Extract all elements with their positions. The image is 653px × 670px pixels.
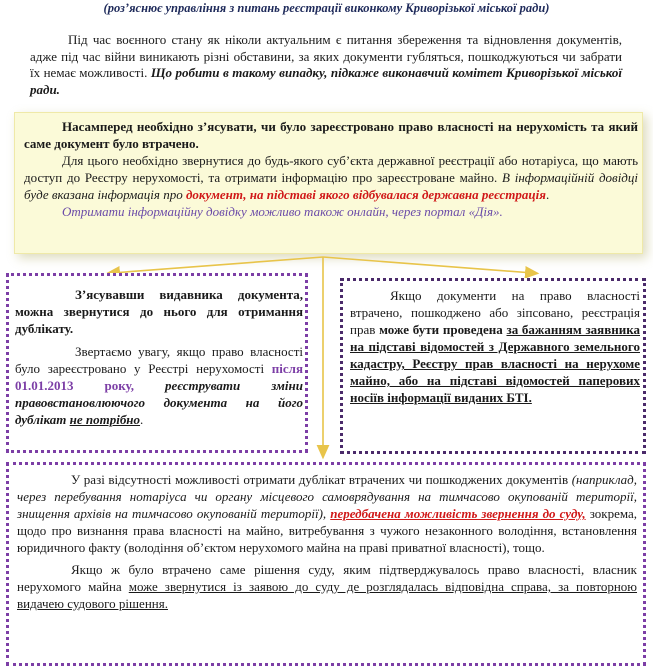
court-p1-a: У разі відсутності можливості отримати дублікат втрачених чи пошкоджених документів (71, 472, 569, 487)
duplicate-note-underline: не потрібно (69, 412, 141, 427)
highlight-p2-italic: В інформаційній довідці буде вказана інформація про (24, 170, 638, 202)
highlight-p2-text: Для цього необхідно звернутися до будь-якого суб’єкта державної реєстрації або нотаріуса, що мають доступ до Реєстру нерухомості, та отримати інформацію про зареєстроване майно. (24, 153, 638, 185)
registration-text (350, 287, 640, 406)
registration-text-bold: може бути проведена (379, 322, 503, 337)
duplicate-box (6, 273, 308, 453)
duplicate-note-italic: реєструвати зміни правовстановлюючого документа на його дублікат (15, 378, 303, 427)
duplicate-note-end: . (140, 412, 144, 427)
arrow-to-left-box (112, 257, 323, 273)
court-paragraph-1 (17, 471, 637, 556)
arrow-to-right-box (323, 257, 533, 273)
duplicate-lead: З’ясувавши видавника документа, можна звернутися до нього для отримання дублікату. (15, 287, 303, 336)
page-header: (роз’яснює управління з питань реєстрації виконкому Криворізької міської ради) (103, 1, 550, 15)
highlight-lead: Насамперед необхідно з’ясувати, чи було зареєстровано право власності на нерухомість та який саме документ було втрачено. (24, 119, 638, 151)
court-p1-italic: (наприклад, через перебування нотаріуса чи органу місцевого самоврядування на тимчасово окупованій території, знищення архівів на тимчасово окупованій території), (17, 472, 637, 521)
court-p1-d: зокрема, щодо про визнання права власності на майно, витребування з чужого незаконного володіння, встановлення юридичного факту (володіння об’єктом нерухомого майна на праві приватної власності), тощо. (17, 506, 637, 555)
highlight-p2-red: документ, на підставі якого відбувалася державна реєстрація (185, 187, 546, 202)
highlight-online-note: Отримати інформаційну довідку можливо також онлайн, через портал «Дія». (62, 204, 503, 219)
duplicate-note (15, 343, 303, 428)
registration-text-a: Якщо документи на право власності втрачено, пошкоджено або зіпсовано, реєстрація прав (350, 288, 640, 337)
highlight-text (24, 118, 638, 220)
intro-text: Під час воєнного стану як ніколи актуальним є питання збереження та відновлення документів, адже під час війни виникають різні обставини, за яких документи губляться, пошкоджуються чи забрати їх немає можливості. (30, 32, 622, 80)
court-p1-red: передбачена можливість звернення до суду, (330, 506, 586, 521)
duplicate-note-date: після 01.01.2013 року, (15, 361, 303, 393)
court-paragraph-2 (17, 561, 637, 612)
intro-paragraph (30, 32, 622, 98)
duplicate-note-text: Звертаємо увагу, якщо право власності було зареєстровано у Реєстрі нерухомості (15, 344, 303, 376)
highlight-paragraph (24, 152, 638, 203)
registration-text-underline: за бажанням заявника на підставі відомостей з Державного земельного кадастру, Реєстру прав власності на нерухоме майно, або на підставі відомостей паперових носіїв інформації виданих БТІ. (350, 322, 641, 405)
registration-box (340, 278, 646, 454)
court-p2-a: Якщо ж було втрачено саме рішення суду, яким підтверджувалось право власності, власник нерухомого майна (17, 562, 637, 594)
court-p2-underline: може звернутися із заявою до суду де розглядалась відповідна справа, за повторною видачею судового рішення. (17, 579, 638, 611)
court-box (6, 462, 646, 666)
intro-emphasis: Що робити в такому випадку, підкаже виконавчий комітет Криворізької міської ради. (30, 65, 623, 97)
highlight-p2-end: . (545, 187, 550, 202)
